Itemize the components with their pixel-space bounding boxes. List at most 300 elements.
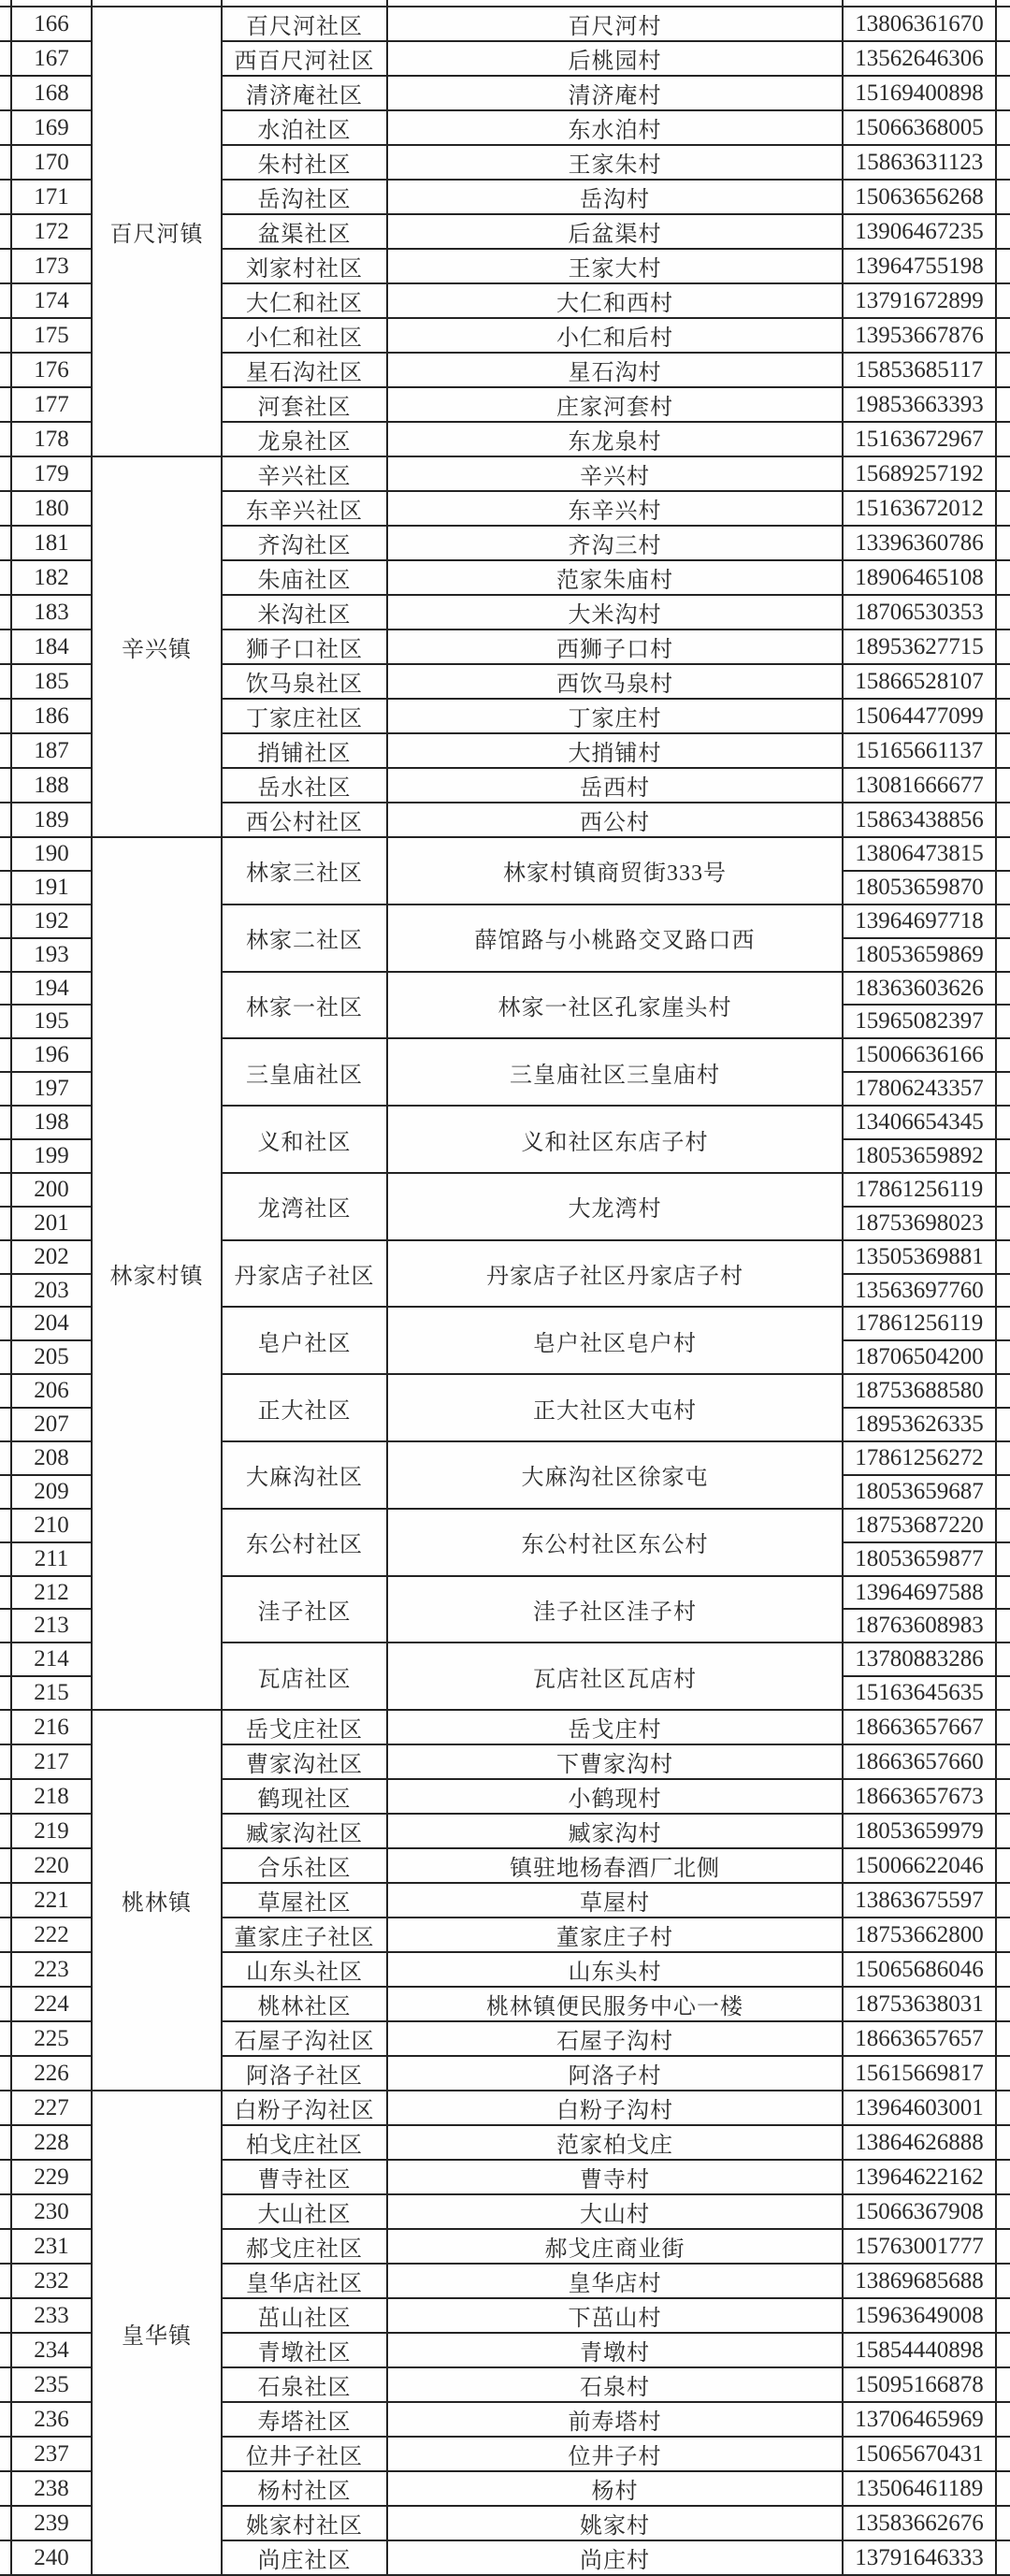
right-edge-cut-cell xyxy=(996,1307,1010,1340)
right-edge-cut-cell xyxy=(996,1509,1010,1542)
row-number-cell: 202 xyxy=(11,1240,92,1274)
row-number-cell: 218 xyxy=(11,1779,92,1814)
community-cell: 柏戈庄社区 xyxy=(222,2125,387,2160)
phone-number-cell: 18706504200 xyxy=(843,1340,996,1374)
phone-number-cell: 15763001777 xyxy=(843,2229,996,2264)
village-address-cell: 丹家店子社区丹家店子村 xyxy=(387,1240,843,1308)
left-edge-cut-cell xyxy=(0,1038,11,1072)
right-edge-cut-cell xyxy=(996,2091,1010,2125)
phone-number-cell: 18663657673 xyxy=(843,1779,996,1814)
left-edge-cut-cell xyxy=(0,2367,11,2402)
phone-number-cell: 18053659979 xyxy=(843,1814,996,1848)
row-number-cell: 183 xyxy=(11,595,92,630)
community-cell: 鹤现社区 xyxy=(222,1779,387,1814)
community-cell: 东公村社区 xyxy=(222,1509,387,1576)
right-edge-cut-cell xyxy=(996,526,1010,560)
row-number-cell: 188 xyxy=(11,768,92,803)
phone-number-cell: 18363603626 xyxy=(843,972,996,1006)
left-edge-cut-cell xyxy=(0,1643,11,1676)
right-edge-cut-cell xyxy=(996,1542,1010,1576)
community-cell: 米沟社区 xyxy=(222,595,387,630)
row-number-cell: 239 xyxy=(11,2506,92,2540)
phone-number-cell: 13562646306 xyxy=(843,41,996,76)
village-address-cell: 齐沟三村 xyxy=(387,526,843,560)
village-address-cell: 东辛兴村 xyxy=(387,491,843,526)
left-edge-cut-cell xyxy=(0,2540,11,2575)
village-address-cell: 西狮子口村 xyxy=(387,630,843,664)
phone-number-cell: 13906467235 xyxy=(843,214,996,249)
right-edge-cut-cell xyxy=(996,283,1010,318)
left-edge-cut-cell xyxy=(0,1576,11,1610)
row-number-cell: 181 xyxy=(11,526,92,560)
right-edge-cut-cell xyxy=(996,595,1010,630)
phone-number-cell: 15853685117 xyxy=(843,353,996,387)
row-number-cell: 205 xyxy=(11,1340,92,1374)
left-edge-cut-cell xyxy=(0,1408,11,1441)
phone-number-cell: 15163645635 xyxy=(843,1676,996,1710)
left-edge-cut-cell xyxy=(0,803,11,837)
left-edge-cut-cell xyxy=(0,1883,11,1918)
row-number-cell: 196 xyxy=(11,1038,92,1072)
row-number-cell: 200 xyxy=(11,1173,92,1207)
phone-number-cell: 18953627715 xyxy=(843,630,996,664)
right-edge-cut-cell xyxy=(996,2540,1010,2575)
phone-number-cell: 15863438856 xyxy=(843,803,996,837)
right-edge-cut-cell xyxy=(996,7,1010,41)
community-cell: 青墩社区 xyxy=(222,2333,387,2367)
village-address-cell: 大龙湾村 xyxy=(387,1173,843,1240)
row-number-cell: 187 xyxy=(11,733,92,768)
right-edge-cut-cell xyxy=(996,871,1010,904)
community-cell: 百尺河社区 xyxy=(222,7,387,41)
phone-number-cell: 18753698023 xyxy=(843,1207,996,1240)
town-cell: 皇华镇 xyxy=(92,2091,222,2575)
right-edge-cut-cell xyxy=(996,2264,1010,2298)
phone-number-cell: 17861256272 xyxy=(843,1441,996,1475)
left-edge-cut-cell xyxy=(0,1005,11,1038)
village-address-cell: 石泉村 xyxy=(387,2367,843,2402)
phone-number-cell: 13791672899 xyxy=(843,283,996,318)
row-number-cell: 185 xyxy=(11,664,92,699)
row-number-cell: 201 xyxy=(11,1207,92,1240)
left-edge-cut-cell xyxy=(0,456,11,491)
village-address-cell: 大仁和西村 xyxy=(387,283,843,318)
right-edge-cut-cell xyxy=(996,1274,1010,1308)
community-cell: 石泉社区 xyxy=(222,2367,387,2402)
right-edge-cut-cell xyxy=(996,1643,1010,1676)
left-edge-cut-cell xyxy=(0,595,11,630)
left-edge-cut-cell xyxy=(0,76,11,110)
row-number-cell: 177 xyxy=(11,387,92,422)
right-edge-cut-cell xyxy=(996,768,1010,803)
left-edge-cut-cell xyxy=(0,2506,11,2540)
village-address-cell: 青墩村 xyxy=(387,2333,843,2367)
right-edge-cut-cell xyxy=(996,1710,1010,1744)
left-edge-cut-cell xyxy=(0,41,11,76)
community-cell: 姚家村社区 xyxy=(222,2506,387,2540)
row-number-cell: 176 xyxy=(11,353,92,387)
phone-number-cell: 13081666677 xyxy=(843,768,996,803)
left-edge-cut-cell xyxy=(0,1475,11,1509)
community-cell: 三皇庙社区 xyxy=(222,1038,387,1106)
left-edge-cut-cell xyxy=(0,871,11,904)
right-edge-cut-cell xyxy=(996,1744,1010,1779)
village-address-cell: 大麻沟社区徐家屯 xyxy=(387,1441,843,1509)
phone-number-cell: 13791646333 xyxy=(843,2540,996,2575)
village-address-cell: 庄家河套村 xyxy=(387,387,843,422)
right-edge-cut-cell xyxy=(996,1918,1010,1952)
left-edge-cut-cell xyxy=(0,2437,11,2471)
right-edge-cut-cell xyxy=(996,2437,1010,2471)
right-edge-cut-cell xyxy=(996,664,1010,699)
right-edge-cut-cell xyxy=(996,353,1010,387)
right-edge-cut-cell xyxy=(996,76,1010,110)
right-edge-cut-cell xyxy=(996,1106,1010,1139)
village-address-cell: 皇华店村 xyxy=(387,2264,843,2298)
right-edge-cut-cell xyxy=(996,41,1010,76)
right-edge-cut-cell xyxy=(996,1779,1010,1814)
left-edge-cut-cell xyxy=(0,1987,11,2021)
phone-number-cell: 17861256119 xyxy=(843,1173,996,1207)
right-edge-cut-cell xyxy=(996,1072,1010,1106)
right-edge-cut-cell xyxy=(996,1883,1010,1918)
left-edge-cut-cell xyxy=(0,387,11,422)
left-edge-cut-cell xyxy=(0,180,11,214)
phone-number-cell: 15615669817 xyxy=(843,2056,996,2091)
left-edge-cut-cell xyxy=(0,1676,11,1710)
community-cell: 位井子社区 xyxy=(222,2437,387,2471)
phone-number-cell: 19853663393 xyxy=(843,387,996,422)
left-edge-cut-cell xyxy=(0,7,11,41)
phone-number-cell: 18053659870 xyxy=(843,871,996,904)
row-number-cell: 236 xyxy=(11,2402,92,2437)
village-address-cell: 后盆渠村 xyxy=(387,214,843,249)
left-edge-cut-cell xyxy=(0,2264,11,2298)
right-edge-cut-cell xyxy=(996,2021,1010,2056)
row-number-cell: 195 xyxy=(11,1005,92,1038)
right-edge-cut-cell xyxy=(996,422,1010,456)
left-edge-cut-cell xyxy=(0,2333,11,2367)
phone-number-cell: 15854440898 xyxy=(843,2333,996,2367)
community-cell xyxy=(222,0,387,7)
right-edge-cut-cell xyxy=(996,2402,1010,2437)
row-number-cell: 179 xyxy=(11,456,92,491)
community-cell: 大麻沟社区 xyxy=(222,1441,387,1509)
community-cell: 尚庄社区 xyxy=(222,2540,387,2575)
community-cell: 捎铺社区 xyxy=(222,733,387,768)
phone-number-cell: 15689257192 xyxy=(843,456,996,491)
row-number-cell: 234 xyxy=(11,2333,92,2367)
community-cell: 洼子社区 xyxy=(222,1576,387,1643)
phone-number-cell: 15169400898 xyxy=(843,76,996,110)
phone-number-cell: 13396360786 xyxy=(843,526,996,560)
table-row xyxy=(0,1710,1010,1744)
right-edge-cut-cell xyxy=(996,2125,1010,2160)
row-number-cell: 203 xyxy=(11,1274,92,1308)
village-address-cell: 前寿塔村 xyxy=(387,2402,843,2437)
village-address-cell: 阿洛子村 xyxy=(387,2056,843,2091)
phone-number-cell: 13806473815 xyxy=(843,837,996,871)
phone-number-cell: 13506461189 xyxy=(843,2471,996,2506)
row-number-cell: 204 xyxy=(11,1307,92,1340)
phone-number-cell: 15963649008 xyxy=(843,2298,996,2333)
community-cell: 水泊社区 xyxy=(222,110,387,145)
right-edge-cut-cell xyxy=(996,972,1010,1006)
row-number-cell: 198 xyxy=(11,1106,92,1139)
community-cell: 白粉子沟社区 xyxy=(222,2091,387,2125)
right-edge-cut-cell xyxy=(996,2056,1010,2091)
row-number-cell: 228 xyxy=(11,2125,92,2160)
community-cell: 辛兴社区 xyxy=(222,456,387,491)
left-edge-cut-cell xyxy=(0,422,11,456)
row-number-cell: 231 xyxy=(11,2229,92,2264)
village-address-cell: 董家庄子村 xyxy=(387,1918,843,1952)
right-edge-cut-cell xyxy=(996,1139,1010,1173)
community-cell: 大山社区 xyxy=(222,2194,387,2229)
phone-number-cell: 13864626888 xyxy=(843,2125,996,2160)
community-cell: 曹寺社区 xyxy=(222,2160,387,2194)
right-edge-cut-cell xyxy=(996,1848,1010,1883)
village-address-cell: 王家朱村 xyxy=(387,145,843,180)
right-edge-cut-cell xyxy=(996,837,1010,871)
left-edge-cut-cell xyxy=(0,837,11,871)
left-edge-cut-cell xyxy=(0,1848,11,1883)
community-cell: 石屋子沟社区 xyxy=(222,2021,387,2056)
community-cell: 丁家庄社区 xyxy=(222,699,387,733)
phone-number-cell: 13964622162 xyxy=(843,2160,996,2194)
left-edge-cut-cell xyxy=(0,1814,11,1848)
village-address-cell: 下曹家沟村 xyxy=(387,1744,843,1779)
table-row xyxy=(0,2091,1010,2125)
phone-number-cell: 13563697760 xyxy=(843,1274,996,1308)
community-cell: 清济庵社区 xyxy=(222,76,387,110)
left-edge-cut-cell xyxy=(0,1274,11,1308)
row-number-cell: 173 xyxy=(11,249,92,283)
village-address-cell: 臧家沟村 xyxy=(387,1814,843,1848)
village-address-cell: 尚庄村 xyxy=(387,2540,843,2575)
row-number-cell: 240 xyxy=(11,2540,92,2575)
right-edge-cut-cell xyxy=(996,803,1010,837)
community-cell: 龙湾社区 xyxy=(222,1173,387,1240)
row-number-cell: 184 xyxy=(11,630,92,664)
phone-number-cell: 13706465969 xyxy=(843,2402,996,2437)
right-edge-cut-cell xyxy=(996,938,1010,972)
right-edge-cut-cell xyxy=(996,1814,1010,1848)
right-edge-cut-cell xyxy=(996,1576,1010,1610)
row-number-cell: 180 xyxy=(11,491,92,526)
left-edge-cut-cell xyxy=(0,249,11,283)
right-edge-cut-cell xyxy=(996,180,1010,214)
row-number-cell: 182 xyxy=(11,560,92,595)
phone-number-cell: 13863675597 xyxy=(843,1883,996,1918)
left-edge-cut-cell xyxy=(0,1307,11,1340)
community-cell: 盆渠社区 xyxy=(222,214,387,249)
community-cell: 臧家沟社区 xyxy=(222,1814,387,1848)
community-cell: 小仁和社区 xyxy=(222,318,387,353)
left-edge-cut-cell xyxy=(0,1918,11,1952)
community-cell: 星石沟社区 xyxy=(222,353,387,387)
village-address-cell: 林家村镇商贸街333号 xyxy=(387,837,843,904)
row-number-cell: 235 xyxy=(11,2367,92,2402)
phone-number-cell: 18053659869 xyxy=(843,938,996,972)
row-number-cell: 193 xyxy=(11,938,92,972)
phone-number-cell: 18053659892 xyxy=(843,1139,996,1173)
row-number-cell: 209 xyxy=(11,1475,92,1509)
left-edge-cut-cell xyxy=(0,1710,11,1744)
row-number-cell: 170 xyxy=(11,145,92,180)
row-number-cell: 211 xyxy=(11,1542,92,1576)
left-edge-cut-cell xyxy=(0,1240,11,1274)
left-edge-cut-cell xyxy=(0,2091,11,2125)
row-number-cell: 238 xyxy=(11,2471,92,2506)
village-address-cell: 东水泊村 xyxy=(387,110,843,145)
village-address-cell: 小鹤现村 xyxy=(387,1779,843,1814)
phone-number-cell: 18753662800 xyxy=(843,1918,996,1952)
row-number-cell: 225 xyxy=(11,2021,92,2056)
row-number-cell: 175 xyxy=(11,318,92,353)
left-edge-cut-cell xyxy=(0,2298,11,2333)
phone-number-cell: 13583662676 xyxy=(843,2506,996,2540)
community-cell: 河套社区 xyxy=(222,387,387,422)
row-number-cell xyxy=(11,0,92,7)
left-edge-cut-cell xyxy=(0,733,11,768)
left-edge-cut-cell xyxy=(0,110,11,145)
row-number-cell: 172 xyxy=(11,214,92,249)
community-cell: 西百尺河社区 xyxy=(222,41,387,76)
village-address-cell: 岳西村 xyxy=(387,768,843,803)
left-edge-cut-cell xyxy=(0,1542,11,1576)
left-edge-cut-cell xyxy=(0,1441,11,1475)
table-row xyxy=(0,7,1010,41)
phone-number-cell: 15006636166 xyxy=(843,1038,996,1072)
village-address-cell: 大山村 xyxy=(387,2194,843,2229)
village-address-cell: 薛馆路与小桃路交叉路口西 xyxy=(387,904,843,972)
row-number-cell: 192 xyxy=(11,904,92,938)
community-cell: 岳水社区 xyxy=(222,768,387,803)
village-address-cell: 范家柏戈庄 xyxy=(387,2125,843,2160)
row-number-cell: 223 xyxy=(11,1952,92,1987)
left-edge-cut-cell xyxy=(0,2125,11,2160)
phone-number-cell xyxy=(843,0,996,7)
community-cell: 刘家村社区 xyxy=(222,249,387,283)
right-edge-cut-cell xyxy=(996,630,1010,664)
row-number-cell: 194 xyxy=(11,972,92,1006)
right-edge-cut-cell xyxy=(996,145,1010,180)
right-edge-cut-cell xyxy=(996,904,1010,938)
row-number-cell: 221 xyxy=(11,1883,92,1918)
phone-number-cell: 15063656268 xyxy=(843,180,996,214)
village-address-cell: 下茁山村 xyxy=(387,2298,843,2333)
phone-number-cell: 15006622046 xyxy=(843,1848,996,1883)
row-number-cell: 224 xyxy=(11,1987,92,2021)
village-address-cell: 辛兴村 xyxy=(387,456,843,491)
left-edge-cut-cell xyxy=(0,2021,11,2056)
village-address-cell: 三皇庙社区三皇庙村 xyxy=(387,1038,843,1106)
right-edge-cut-cell xyxy=(996,491,1010,526)
row-number-cell: 229 xyxy=(11,2160,92,2194)
phone-number-cell: 17806243357 xyxy=(843,1072,996,1106)
phone-number-cell: 15965082397 xyxy=(843,1005,996,1038)
community-cell: 齐沟社区 xyxy=(222,526,387,560)
community-cell: 大仁和社区 xyxy=(222,283,387,318)
row-number-cell: 222 xyxy=(11,1918,92,1952)
row-number-cell: 174 xyxy=(11,283,92,318)
row-number-cell: 226 xyxy=(11,2056,92,2091)
right-edge-cut-cell xyxy=(996,214,1010,249)
village-address-cell: 姚家村 xyxy=(387,2506,843,2540)
left-edge-cut-cell xyxy=(0,938,11,972)
town-cell xyxy=(92,0,222,7)
right-edge-cut-cell xyxy=(996,1173,1010,1207)
left-edge-cut-cell xyxy=(0,1340,11,1374)
village-address-cell: 大捎铺村 xyxy=(387,733,843,768)
left-edge-cut-cell xyxy=(0,2229,11,2264)
left-edge-cut-cell xyxy=(0,2402,11,2437)
row-number-cell: 214 xyxy=(11,1643,92,1676)
left-edge-cut-cell xyxy=(0,2194,11,2229)
row-number-cell: 212 xyxy=(11,1576,92,1610)
phone-number-cell: 13953667876 xyxy=(843,318,996,353)
village-address-cell: 岳沟村 xyxy=(387,180,843,214)
community-cell: 阿洛子社区 xyxy=(222,2056,387,2091)
phone-number-cell: 18053659687 xyxy=(843,1475,996,1509)
right-edge-cut-cell xyxy=(996,2160,1010,2194)
phone-number-cell: 18753687220 xyxy=(843,1509,996,1542)
row-number-cell: 167 xyxy=(11,41,92,76)
community-cell: 草屋社区 xyxy=(222,1883,387,1918)
left-edge-cut-cell xyxy=(0,1106,11,1139)
left-edge-cut-cell xyxy=(0,353,11,387)
community-cell: 岳沟社区 xyxy=(222,180,387,214)
village-address-cell: 杨村 xyxy=(387,2471,843,2506)
phone-number-cell: 13869685688 xyxy=(843,2264,996,2298)
right-edge-cut-cell xyxy=(996,1609,1010,1643)
right-edge-cut-cell xyxy=(996,387,1010,422)
village-address-cell: 曹寺村 xyxy=(387,2160,843,2194)
row-number-cell: 191 xyxy=(11,871,92,904)
phone-number-cell: 15165661137 xyxy=(843,733,996,768)
left-edge-cut-cell xyxy=(0,214,11,249)
right-edge-cut-cell xyxy=(996,2506,1010,2540)
phone-number-cell: 13964755198 xyxy=(843,249,996,283)
left-edge-cut-cell xyxy=(0,526,11,560)
row-number-cell: 232 xyxy=(11,2264,92,2298)
village-address-cell: 山东头村 xyxy=(387,1952,843,1987)
community-cell: 义和社区 xyxy=(222,1106,387,1173)
right-edge-cut-cell xyxy=(996,110,1010,145)
row-number-cell: 190 xyxy=(11,837,92,871)
phone-number-cell: 18906465108 xyxy=(843,560,996,595)
row-number-cell: 178 xyxy=(11,422,92,456)
left-edge-cut-cell xyxy=(0,318,11,353)
right-edge-cut-cell xyxy=(996,249,1010,283)
phone-number-cell: 18663657657 xyxy=(843,2021,996,2056)
left-edge-cut-cell xyxy=(0,1744,11,1779)
phone-number-cell: 15163672967 xyxy=(843,422,996,456)
town-cell: 辛兴镇 xyxy=(92,456,222,837)
community-cell: 东辛兴社区 xyxy=(222,491,387,526)
right-edge-cut-cell xyxy=(996,2367,1010,2402)
phone-number-cell: 18053659877 xyxy=(843,1542,996,1576)
left-edge-cut-cell xyxy=(0,664,11,699)
village-address-cell: 义和社区东店子村 xyxy=(387,1106,843,1173)
right-edge-cut-cell xyxy=(996,2471,1010,2506)
village-address-cell: 郝戈庄商业街 xyxy=(387,2229,843,2264)
phone-number-cell: 18663657667 xyxy=(843,1710,996,1744)
community-cell: 皇华店社区 xyxy=(222,2264,387,2298)
phone-number-cell: 13780883286 xyxy=(843,1643,996,1676)
phone-number-cell: 15163672012 xyxy=(843,491,996,526)
